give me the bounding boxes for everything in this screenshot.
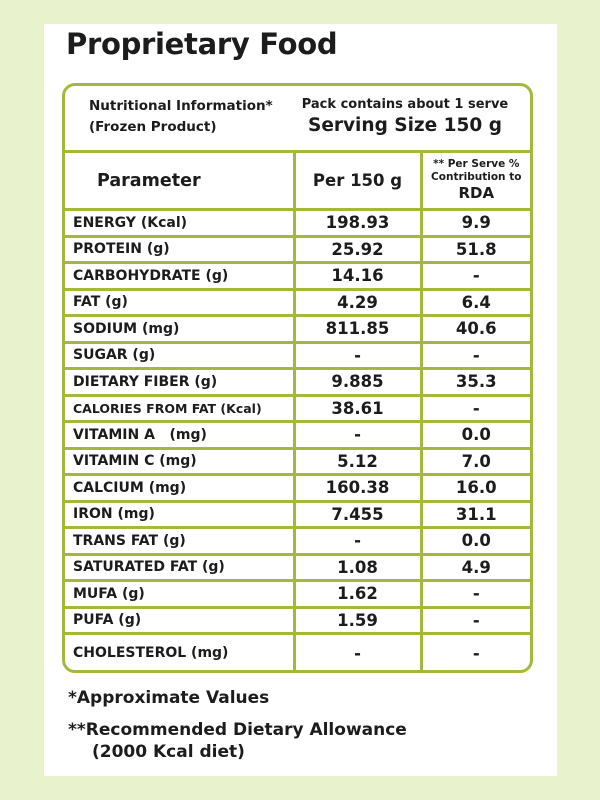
rda-cell: 7.0 — [421, 448, 530, 475]
per-serving-cell: - — [294, 342, 421, 369]
per-serving-cell: 9.885 — [294, 369, 421, 396]
rda-cell: - — [421, 607, 530, 634]
rda-cell: 6.4 — [421, 289, 530, 316]
rda-cell: 51.8 — [421, 236, 530, 263]
parameter-cell: FAT (g) — [65, 289, 294, 316]
parameter-cell: PUFA (g) — [65, 607, 294, 634]
per-serving-cell: 160.38 — [294, 475, 421, 502]
table-row — [65, 554, 530, 581]
page-title: Proprietary Food — [66, 27, 338, 61]
footnote-rda: **Recommended Dietary Allowance — [68, 720, 407, 740]
rda-header-line1: ** Per Serve % — [433, 158, 520, 171]
parameter-cell: MUFA (g) — [65, 581, 294, 608]
parameter-cell: SUGAR (g) — [65, 342, 294, 369]
per-serving-cell: 1.59 — [294, 607, 421, 634]
product-type-note: (Frozen Product) — [89, 119, 217, 135]
table-row — [65, 236, 530, 263]
per-serving-cell: 1.08 — [294, 554, 421, 581]
table-row — [65, 210, 530, 237]
rda-cell: - — [421, 342, 530, 369]
parameter-cell: CALORIES FROM FAT (Kcal) — [65, 395, 294, 422]
table-row — [65, 342, 530, 369]
per-serving-cell: 1.62 — [294, 581, 421, 608]
per-serving-cell: 4.29 — [294, 289, 421, 316]
parameter-cell: CHOLESTEROL (mg) — [73, 645, 229, 661]
nutritional-info-heading: Nutritional Information* — [89, 98, 273, 114]
per-serving-cell: 7.455 — [294, 501, 421, 528]
table-row — [65, 422, 530, 449]
parameter-cell: CALCIUM (mg) — [65, 475, 294, 502]
rda-cell: 0.0 — [421, 422, 530, 449]
parameter-cell: ENERGY (Kcal) — [65, 210, 294, 237]
serving-size-text: Serving Size 150 g — [308, 115, 502, 136]
rda-cell: 0.0 — [421, 528, 530, 555]
per-serving-cell: 811.85 — [294, 316, 421, 343]
table-row — [65, 607, 530, 634]
rda-column-header — [421, 153, 530, 210]
parameter-column-header: Parameter — [65, 153, 294, 210]
per-serving-cell: 198.93 — [294, 210, 421, 237]
rda-cell: 4.9 — [421, 554, 530, 581]
footnote-approximate: *Approximate Values — [68, 688, 270, 708]
table-row — [65, 501, 530, 528]
per-serving-column-header: Per 150 g — [294, 153, 421, 210]
table-row — [65, 581, 530, 608]
rda-cell: 16.0 — [421, 475, 530, 502]
nutrition-table — [65, 153, 530, 671]
parameter-cell: VITAMIN C (mg) — [65, 448, 294, 475]
parameter-cell: SODIUM (mg) — [65, 316, 294, 343]
label-header — [65, 86, 530, 153]
nutrition-label — [62, 83, 533, 673]
table-header-row — [65, 153, 530, 210]
rda-header-line3: RDA — [458, 184, 495, 203]
per-serving-cell: 25.92 — [294, 236, 421, 263]
parameter-cell: SATURATED FAT (g) — [65, 554, 294, 581]
table-row — [65, 369, 530, 396]
per-serving-cell: - — [294, 422, 421, 449]
rda-cell: 35.3 — [421, 369, 530, 396]
parameter-cell: DIETARY FIBER (g) — [65, 369, 294, 396]
rda-cell: - — [421, 581, 530, 608]
table-row — [65, 448, 530, 475]
footnote-diet: (2000 Kcal diet) — [92, 742, 245, 762]
per-serving-cell: - — [294, 528, 421, 555]
rda-cell: 40.6 — [421, 316, 530, 343]
rda-cell: 9.9 — [421, 210, 530, 237]
rda-header-line2: Contribution to — [431, 171, 522, 184]
per-serving-cell: 14.16 — [294, 263, 421, 290]
rda-cell: - — [421, 634, 530, 672]
pack-contains-text: Pack contains about 1 serve — [301, 97, 509, 112]
parameter-cell: VITAMIN A (mg) — [65, 422, 294, 449]
parameter-cell: CARBOHYDRATE (g) — [65, 263, 294, 290]
parameter-cell: PROTEIN (g) — [65, 236, 294, 263]
table-row — [65, 395, 530, 422]
table-row — [65, 475, 530, 502]
rda-cell: 31.1 — [421, 501, 530, 528]
per-serving-cell: - — [294, 634, 421, 672]
rda-cell: - — [421, 263, 530, 290]
rda-cell: - — [421, 395, 530, 422]
table-row — [65, 289, 530, 316]
table-row — [65, 528, 530, 555]
parameter-cell: TRANS FAT (g) — [65, 528, 294, 555]
parameter-cell: IRON (mg) — [65, 501, 294, 528]
table-row — [65, 634, 530, 672]
per-serving-cell: 5.12 — [294, 448, 421, 475]
table-row — [65, 263, 530, 290]
table-row — [65, 316, 530, 343]
per-serving-cell: 38.61 — [294, 395, 421, 422]
